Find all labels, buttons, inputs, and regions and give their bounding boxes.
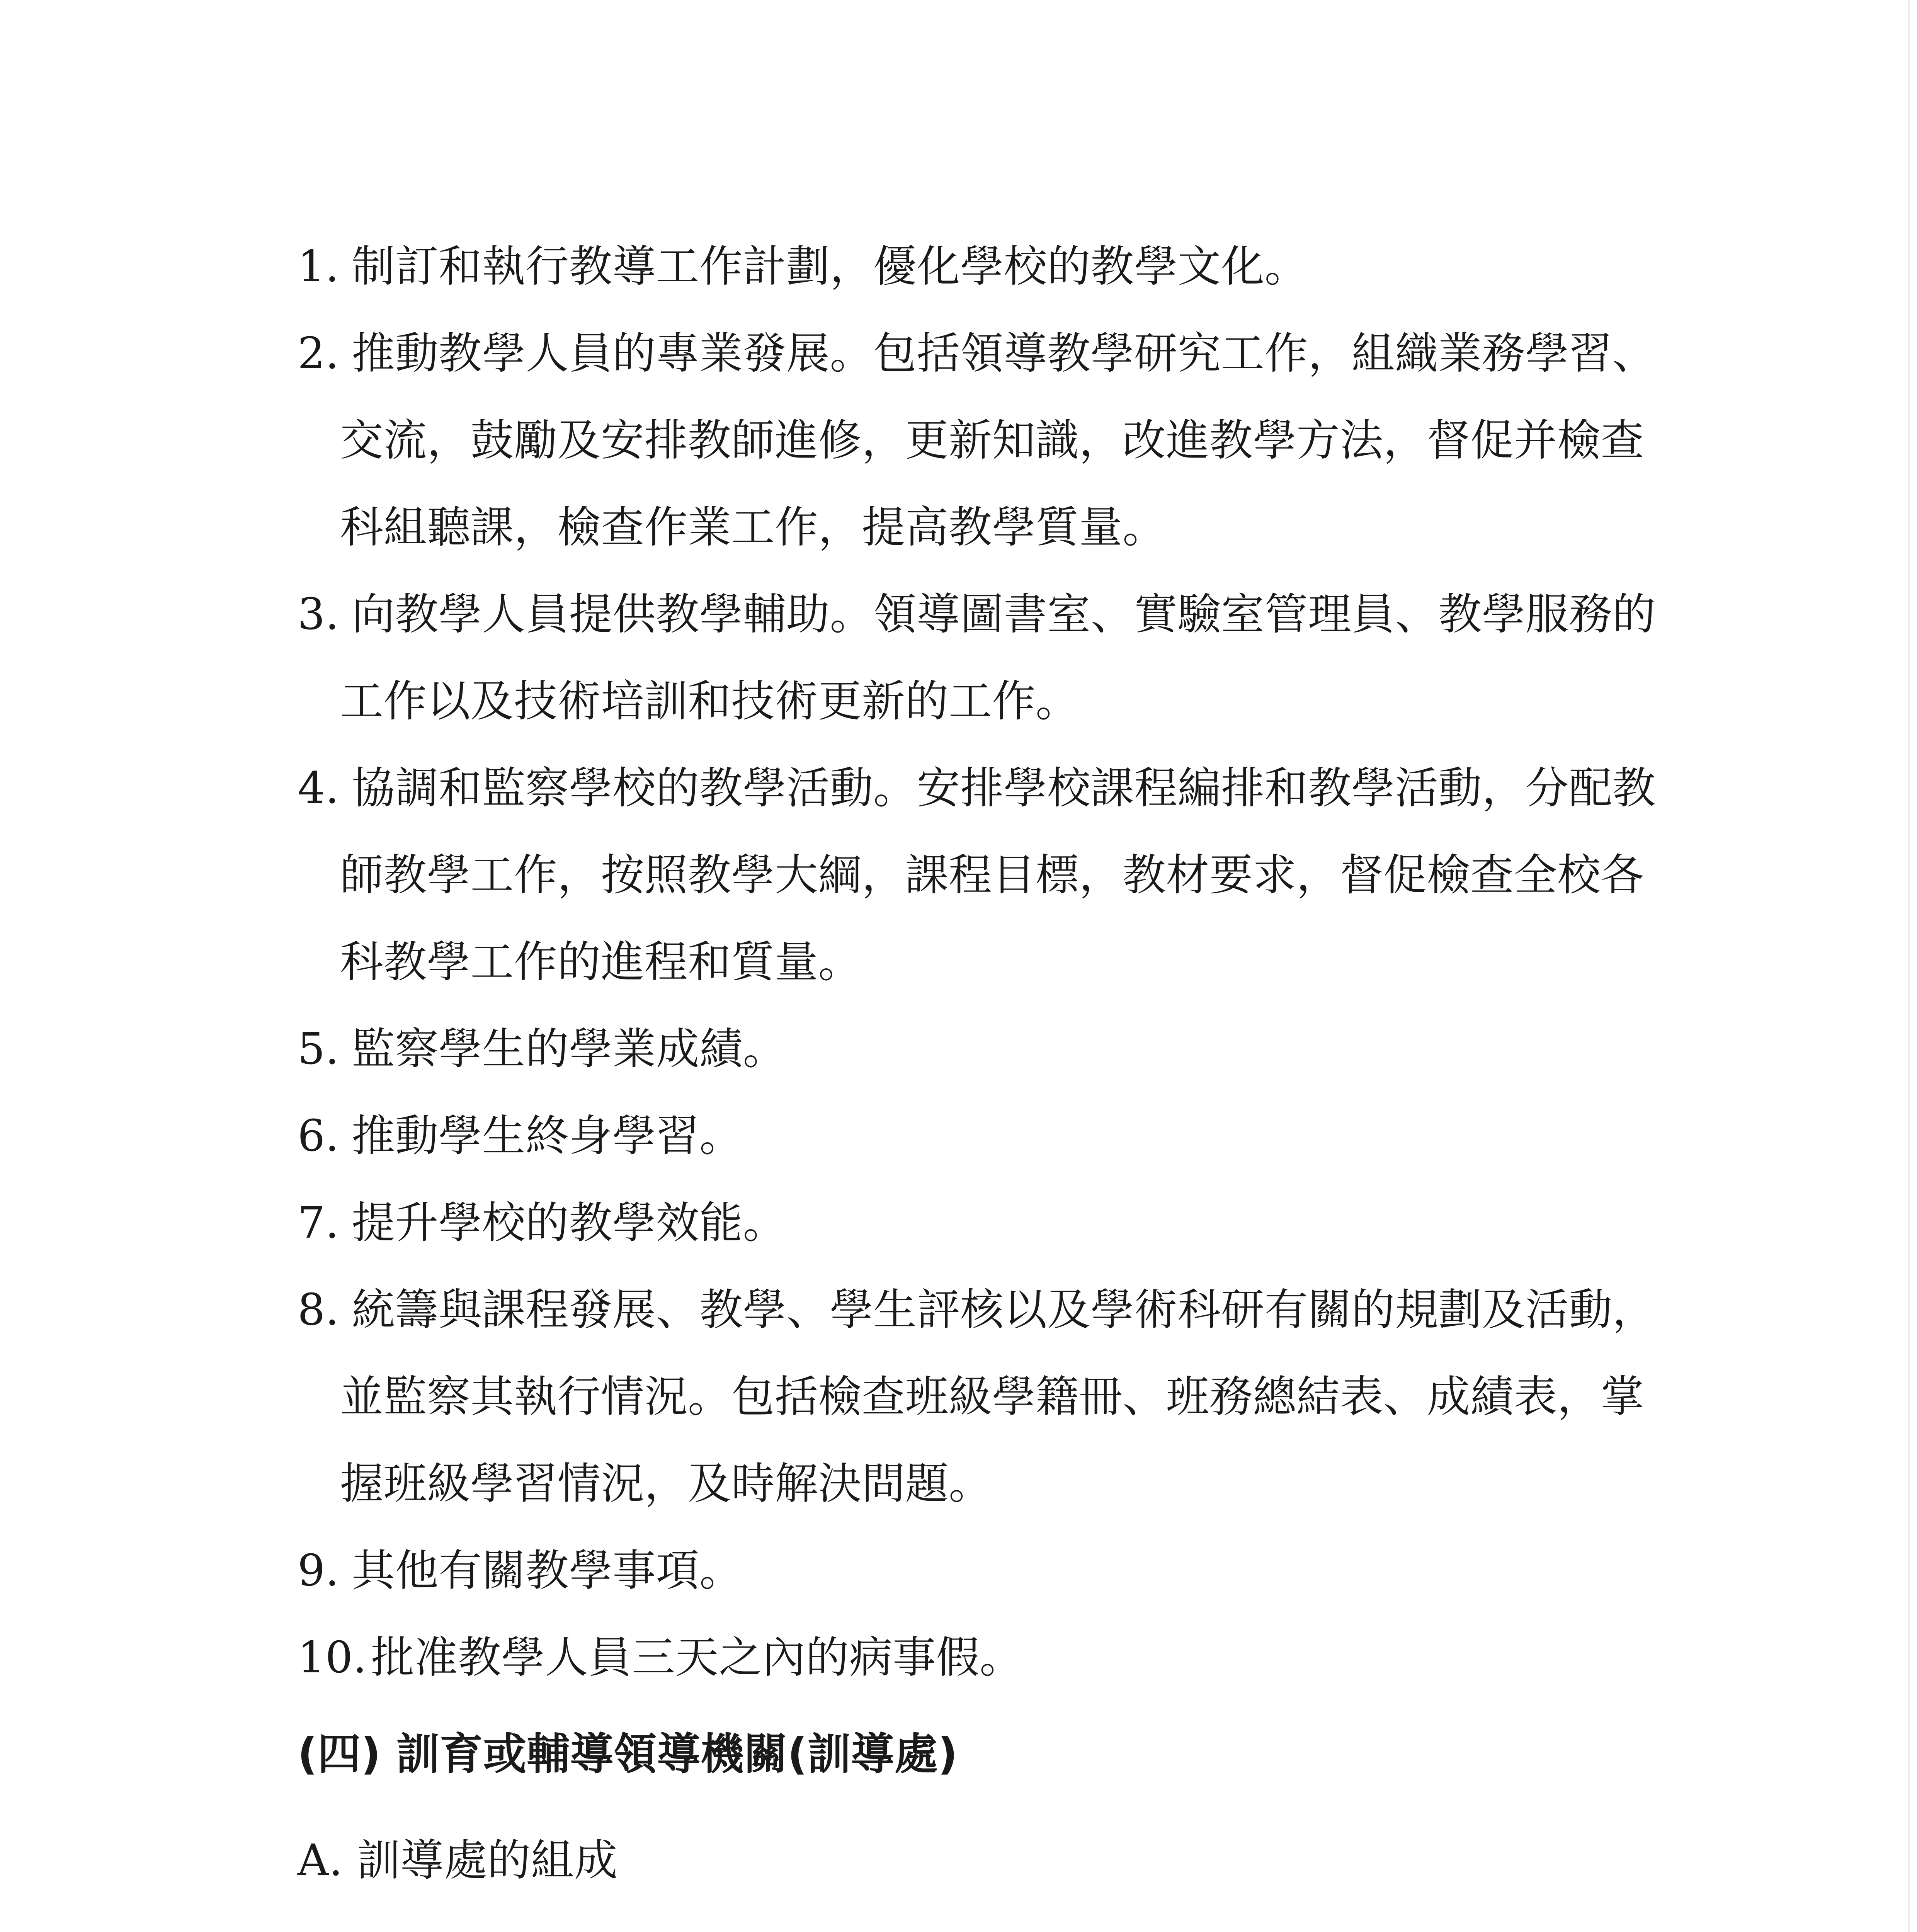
item-number: 7.	[298, 1198, 339, 1248]
item-text: 提升學校的教學效能。	[352, 1198, 786, 1248]
item-continuation: 並監察其執行情況。包括檢查班級學籍冊、班務總結表、成績表，掌	[340, 1372, 1644, 1422]
list-item	[298, 1631, 1023, 1685]
item-number: 6.	[298, 1111, 339, 1161]
item-continuation: 科教學工作的進程和質量。	[340, 937, 862, 987]
list-item	[298, 1283, 1656, 1337]
item-text: 協調和監察學校的教學活動。安排學校課程編排和教學活動，分配教	[352, 763, 1656, 813]
list-item	[298, 1109, 743, 1163]
item-text: 監察學生的學業成績。	[352, 1024, 786, 1074]
item-number: 1.	[298, 242, 339, 292]
item-continuation: 握班級學習情況，及時解決問題。	[340, 1459, 992, 1509]
list-item	[298, 1196, 786, 1250]
item-number: 5.	[298, 1024, 339, 1074]
item-continuation: 科組聽課，檢查作業工作，提高教學質量。	[340, 502, 1166, 553]
item-text: 向教學人員提供教學輔助。領導圖書室、實驗室管理員、教學服務的	[352, 589, 1656, 639]
item-text: 統籌與課程發展、教學、學生評核以及學術科研有關的規劃及活動，	[352, 1285, 1656, 1335]
page-edge-shadow	[1908, 0, 1910, 1932]
section-heading: (四) 訓育或輔導領導機關(訓導處)	[298, 1729, 958, 1779]
item-continuation: 交流，鼓勵及安排教師進修，更新知識，改進教學方法，督促并檢查	[340, 415, 1644, 466]
list-item	[298, 1022, 786, 1076]
item-continuation: 師教學工作，按照教學大綱，課程目標，教材要求，督促檢查全校各	[340, 850, 1644, 900]
item-text: 制訂和執行教導工作計劃，優化學校的教學文化。	[352, 242, 1308, 292]
item-text: 推動教學人員的專業發展。包括領導教學研究工作，組織業務學習、	[352, 328, 1656, 379]
list-item	[298, 240, 1308, 294]
list-item	[298, 327, 1656, 381]
item-text: 其他有關教學事項。	[352, 1546, 743, 1596]
item-number: 2.	[298, 328, 339, 379]
item-number: 10.	[298, 1633, 367, 1683]
list-item	[298, 587, 1656, 641]
list-item	[298, 761, 1656, 815]
item-continuation: 工作以及技術培訓和技術更新的工作。	[340, 676, 1079, 726]
subsection-heading-a: A. 訓導處的組成	[298, 1835, 618, 1886]
item-text: 批准教學人員三天之內的病事假。	[371, 1633, 1023, 1683]
item-text: 推動學生終身學習。	[352, 1111, 743, 1161]
list-item	[298, 1544, 743, 1598]
item-number: 8.	[298, 1285, 339, 1335]
item-number: 4.	[298, 763, 339, 813]
item-number: 9.	[298, 1546, 339, 1596]
item-number: 3.	[298, 589, 339, 639]
